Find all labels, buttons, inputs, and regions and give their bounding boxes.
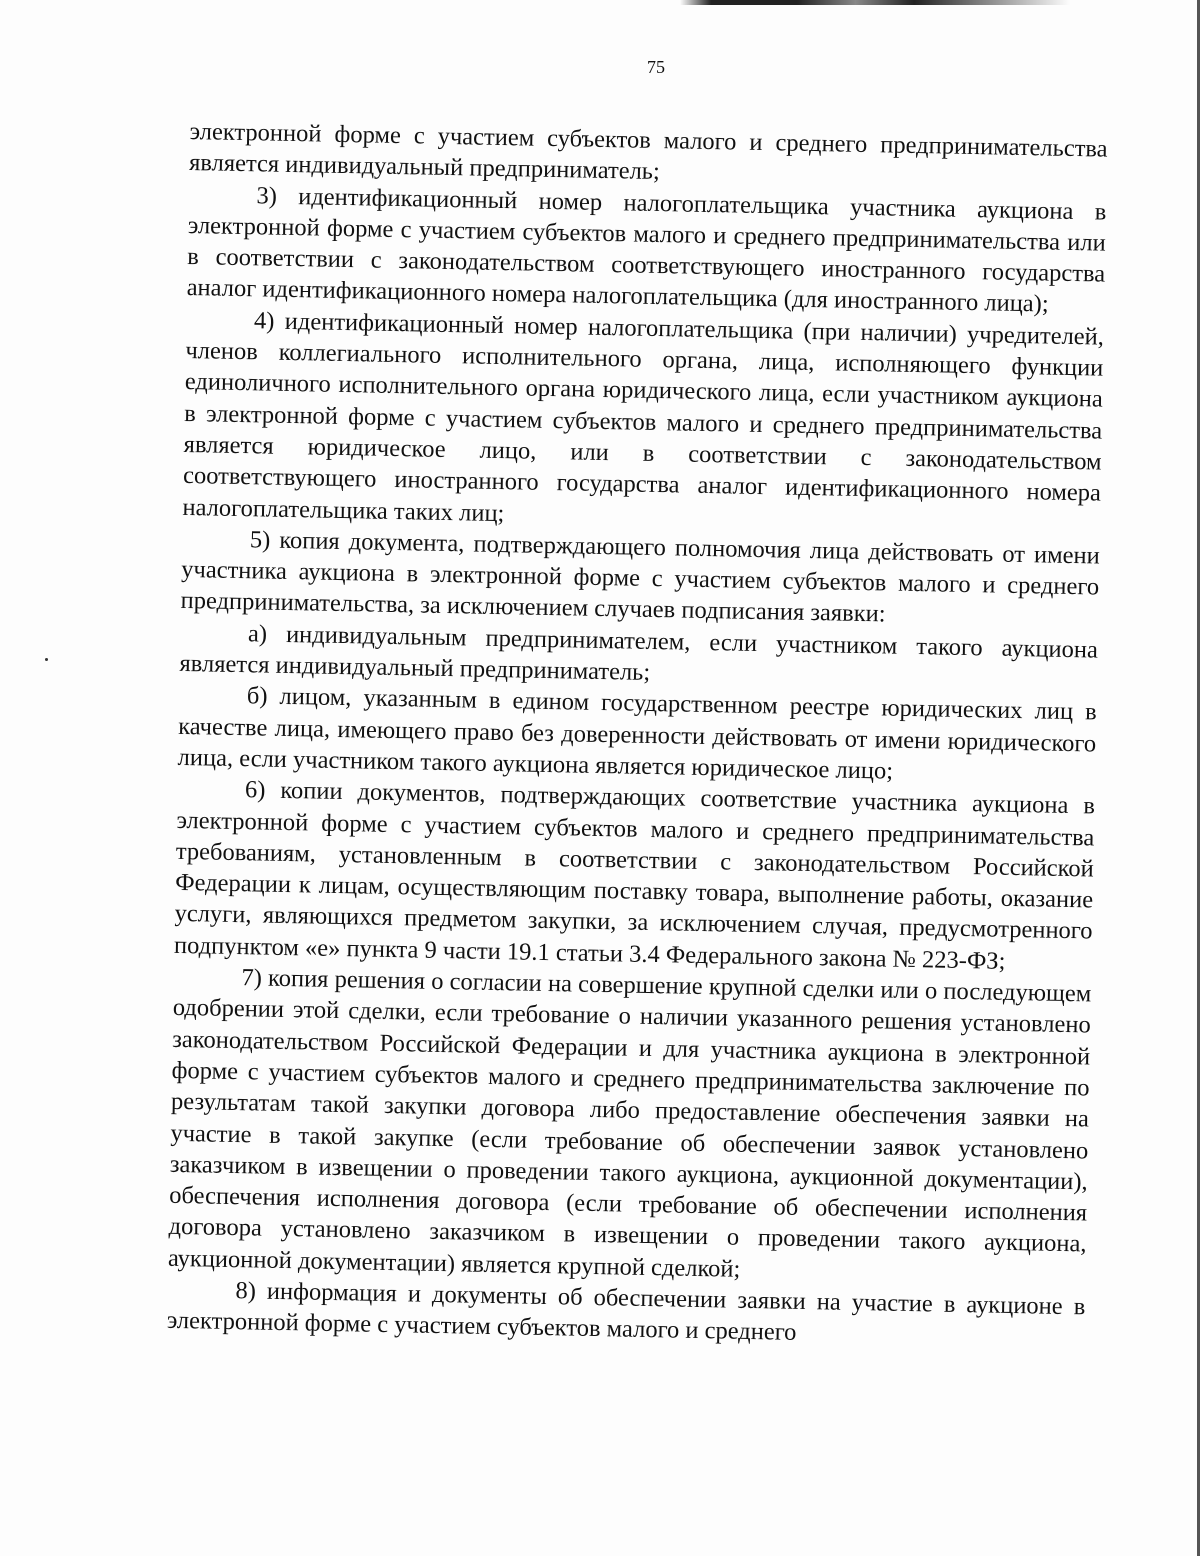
paragraph-item-5: 5) копия документа, подтверждающего полномочия лица действовать от имени участника аукциона в электронной форме с участием субъектов малого и среднего предпринимательства, за исключением случаев подписания заявки: <box>180 526 1100 628</box>
paragraph-item-4: 4) идентификационный номер налогоплательщика (при наличии) учредителей, членов коллегиального исполнительного органа, лица, исполняющего функции единоличного исполнительного органа юридического лица, если участником аукциона в электронной форме с участием субъектов малого и среднего предпринимательства является юридическое лицо, или в соответствии с законодательством соответствующего иностранного государства аналог идентификационного номера налогоплательщика таких лиц; <box>182 307 1105 527</box>
paragraph-item-5b: б) лицом, указанным в едином государственном реестре юридических лиц в качестве лица, имеющего право без доверенности действовать от имени юридического лица, если участником такого аукциона является юридическое лицо; <box>177 682 1097 785</box>
paragraph-item-6: 6) копии документов, подтверждающих соответствие участника аукциона в электронной форме с участием субъектов малого и среднего предпринимательства требованиям, установленным в соответствии с законодательством Российской Федерации к лицам, осуществляющим поставку товара, выполнение работы, оказание услуги, являющихся предметом закупки, за исключением случая, предусмотренного подпунктом «е» пункта 9 части 19.1 статьи 3.4 Федерального закона № 223-ФЗ; <box>173 776 1096 975</box>
paragraph-item-8: 8) информация и документы об обеспечении заявки на участие в аукционе в электронной форме с участием субъектов малого и среднего <box>166 1277 1086 1347</box>
paragraph-continuation: электронной форме с участием субъектов малого и среднего предпринимательства является индивидуальный предприниматель; <box>188 117 1108 186</box>
scan-speck <box>45 658 48 661</box>
scan-edge-top <box>680 0 1070 5</box>
document-body <box>167 116 1108 1354</box>
paragraph-item-3: 3) идентификационный номер налогоплательщика участника аукциона в электронной форме с участием субъектов малого и среднего предпринимательства или в соответствии с законодательством соответствующего иностранного государства аналог идентификационного номера налогоплательщика (для иностранного лица); <box>186 181 1107 319</box>
page-number: 75 <box>647 57 665 77</box>
paragraph-item-5a: а) индивидуальным предпринимателем, если участником такого аукциона является индивидуальный предприниматель; <box>179 619 1099 686</box>
paragraph-item-7: 7) копия решения о согласии на совершение крупной сделки или о последующем одобрении этой сделки, если требование о наличии указанного решения установлено законодательством Российской Федерации и для участника аукциона в электронной форме с участием субъектов малого и среднего предпринимательства заключение по результатам такой закупки договора либо предоставление обеспечения заявки на участие в такой закупке (если требование об обеспечении заявок установлено заказчиком в извещении о проведении такого аукциона, аукционной документации), обеспечения исполнения договора (если требование об обеспечении исполнения договора установлено заказчиком в извещении о проведении такого аукциона, аукционной документации) является крупной сделкой; <box>167 964 1092 1283</box>
